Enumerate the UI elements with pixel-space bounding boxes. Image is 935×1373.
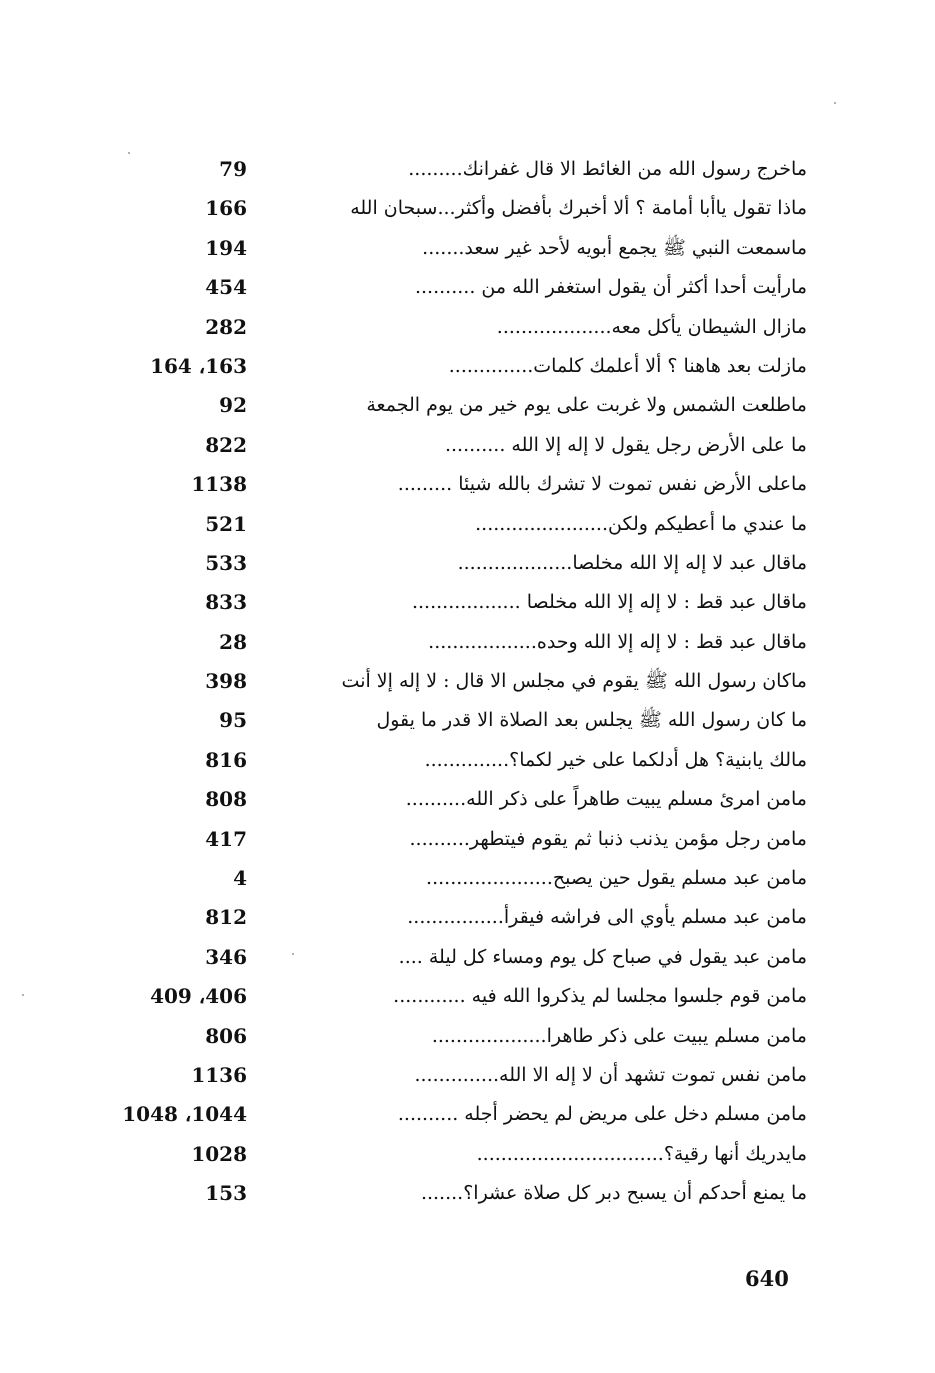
entry-page-refs: 153 xyxy=(205,1181,247,1206)
entry-page-refs: 533 xyxy=(205,550,247,575)
entry-text: ما كان رسول الله ﷺ يجلس بعد الصلاة الا قدر ما يقول xyxy=(376,709,807,732)
index-entry xyxy=(0,780,935,819)
entry-text: مامن مسلم يبيت على ذكر طاهرا................... xyxy=(431,1024,807,1047)
entry-page-refs: 398 xyxy=(205,669,247,694)
entry-text: ما يمنع أحدكم أن يسبح دبر كل صلاة عشرا؟....... xyxy=(420,1182,807,1205)
index-entry xyxy=(0,583,935,622)
entry-text: مامن عبد يقول في صباح كل يوم ومساء كل ليلة .... xyxy=(398,945,807,968)
entry-text: مازال الشيطان يأكل معه................... xyxy=(496,315,807,338)
scan-speck xyxy=(22,994,24,996)
entry-text: ماخرج رسول الله من الغائط الا قال غفرانك......... xyxy=(408,158,807,180)
index-entry xyxy=(0,308,935,347)
index-entry xyxy=(0,977,935,1016)
entry-page-refs: 194 xyxy=(205,235,247,260)
entry-page-refs: 164 ،163 xyxy=(150,353,247,378)
index-entry xyxy=(0,859,935,898)
entry-page-refs: 346 xyxy=(205,944,247,969)
index-entry xyxy=(0,347,935,386)
index-entry xyxy=(0,741,935,780)
entry-page-refs: 806 xyxy=(205,1023,247,1048)
index-entry xyxy=(0,1095,935,1134)
entry-text: ماقال عبد قط : لا إله إلا الله مخلصا .................. xyxy=(411,591,807,614)
entry-page-refs: 1138 xyxy=(191,472,247,497)
index-entry xyxy=(0,820,935,859)
entry-page-refs: 816 xyxy=(205,747,247,772)
index-entry xyxy=(0,268,935,307)
entry-page-refs: 95 xyxy=(219,708,247,733)
entry-page-refs: 1028 xyxy=(191,1141,247,1166)
index-entry xyxy=(0,465,935,504)
entry-text: ماذا تقول ياأبا أمامة ؟ ألا أخبرك بأفضل وأكثر...سبحان الله xyxy=(350,197,807,220)
index-entry xyxy=(0,1017,935,1056)
entry-text: مالك يابنية؟ هل أدلكما على خير لكما؟.............. xyxy=(424,748,807,771)
entry-text: مارأيت أحدا أكثر أن يقول استغفر الله من .......... xyxy=(414,276,807,299)
entry-page-refs: 808 xyxy=(205,787,247,812)
entry-page-refs: 1048 ،1044 xyxy=(122,1102,247,1127)
entry-page-refs: 282 xyxy=(205,314,247,339)
entry-text: ماقال عبد لا إله إلا الله مخلصا................... xyxy=(457,551,807,574)
index-entry xyxy=(0,426,935,465)
entry-page-refs: 521 xyxy=(205,511,247,536)
entry-text: مامن مسلم دخل على مريض لم يحضر أجله .......... xyxy=(397,1103,807,1126)
entry-text: مايدريك أنها رقية؟............................... xyxy=(476,1142,807,1165)
scan-speck xyxy=(292,953,294,955)
entry-text: مامن رجل مؤمن يذنب ذنبا ثم يقوم فيتطهر.......... xyxy=(409,827,807,850)
page-number: 640 xyxy=(745,1266,789,1291)
entry-page-refs: 1136 xyxy=(191,1062,247,1087)
entry-text: مازلت بعد هاهنا ؟ ألا أعلمك كلمات.............. xyxy=(448,354,807,377)
index-entry xyxy=(0,229,935,268)
entry-text: ما على الأرض رجل يقول لا إله إلا الله .......... xyxy=(444,433,807,456)
entry-text: ماسمعت النبي ﷺ يجمع أبويه لأحد غير سعد....... xyxy=(422,236,807,259)
entry-page-refs: 166 xyxy=(205,196,247,221)
entry-text: مامن نفس تموت تشهد أن لا إله الا الله.............. xyxy=(414,1063,807,1086)
entry-text: مامن امرئ مسلم يبيت طاهراً على ذكر الله.......... xyxy=(405,788,807,811)
entry-text: مامن عبد مسلم يأوي الى فراشه فيقرأ................ xyxy=(407,906,807,929)
entry-page-refs: 833 xyxy=(205,590,247,615)
index-entry xyxy=(0,1056,935,1095)
index-entry xyxy=(0,1174,935,1213)
index-entries-list xyxy=(0,150,935,1214)
index-entry xyxy=(0,150,935,189)
entry-page-refs: 417 xyxy=(205,826,247,851)
index-entry xyxy=(0,1135,935,1174)
index-entry xyxy=(0,701,935,740)
entry-page-refs: 454 xyxy=(205,275,247,300)
entry-page-refs: 92 xyxy=(219,393,247,418)
index-entry xyxy=(0,938,935,977)
entry-page-refs: 28 xyxy=(219,629,247,654)
index-entry xyxy=(0,386,935,425)
entry-text: ماعلى الأرض نفس تموت لا تشرك بالله شيئا ......... xyxy=(397,473,807,496)
entry-text: مامن عبد مسلم يقول حين يصبح..................... xyxy=(426,867,807,890)
index-entry xyxy=(0,544,935,583)
scan-speck xyxy=(128,152,130,154)
entry-page-refs: 812 xyxy=(205,905,247,930)
scan-speck xyxy=(834,102,836,104)
entry-text: ماطلعت الشمس ولا غربت على يوم خير من يوم الجمعة xyxy=(366,394,807,417)
entry-page-refs: 409 ،406 xyxy=(150,984,247,1009)
index-entry xyxy=(0,623,935,662)
entry-text: ماقال عبد قط : لا إله إلا الله وحده.................. xyxy=(428,630,807,653)
index-entry xyxy=(0,189,935,228)
entry-text: ماكان رسول الله ﷺ يقوم في مجلس الا قال : لا إله إلا أنت xyxy=(341,670,807,693)
entry-text: مامن قوم جلسوا مجلسا لم يذكروا الله فيه ............ xyxy=(393,985,807,1008)
entry-page-refs: 822 xyxy=(205,432,247,457)
entry-page-refs: 79 xyxy=(219,157,247,181)
index-entry xyxy=(0,898,935,937)
entry-page-refs: 4 xyxy=(233,866,247,891)
entry-text: ما عندي ما أعطيكم ولكن...................... xyxy=(475,512,807,535)
index-entry xyxy=(0,662,935,701)
index-entry xyxy=(0,505,935,544)
